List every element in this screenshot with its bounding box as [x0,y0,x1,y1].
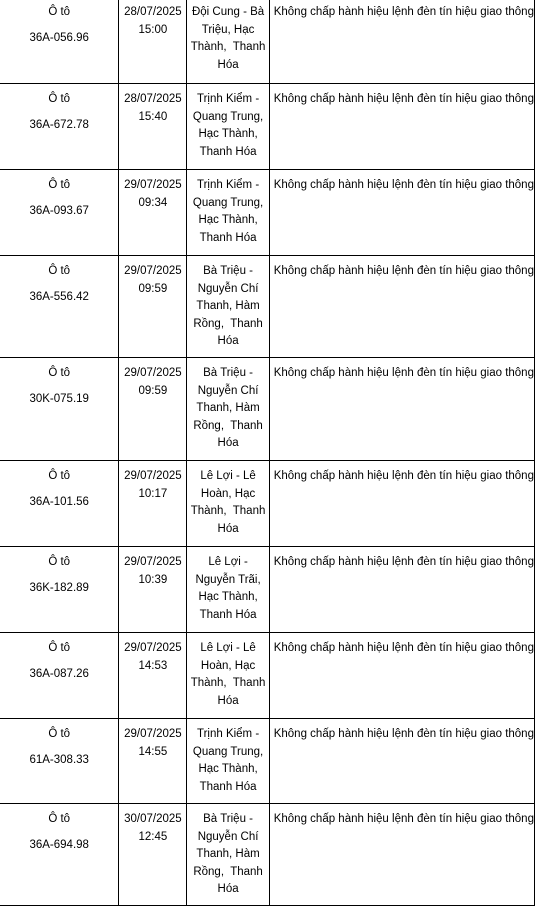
datetime-cell [119,461,187,547]
vehicle-type: Ô tô [48,179,71,191]
location-line: Hóa [217,58,239,71]
location-line: Quang Trung, [192,196,264,209]
violation-cell [269,256,534,358]
violation-time: 10:17 [138,487,168,500]
license-plate: 30K-075.19 [29,392,89,405]
location-cell [187,547,269,633]
location-line: Triệu, Hạc [201,23,255,36]
location-line: Quang Trung, [192,110,264,123]
datetime-cell [119,547,187,633]
location-line: Thanh Hóa [199,608,257,621]
violation-cell [269,0,534,84]
location-line: Thành, Thanh [190,677,266,689]
location-line: Thanh, Hàm [196,848,260,860]
location-line: Lê Lợi - Lê [200,470,256,482]
location-line: Hoàn, Hạc [200,487,256,500]
vehicle-cell [0,358,119,461]
vehicle-type: Ô tô [48,728,71,740]
datetime-cell [119,84,187,170]
violation-date: 29/07/2025 [124,179,182,191]
vehicle-cell [0,84,119,170]
location-line: Bà Triệu - [203,813,253,825]
table-row [0,256,535,358]
location-line: Hạc Thành, [198,214,258,226]
violation-time: 15:40 [138,110,168,123]
datetime-cell [119,358,187,461]
violation-cell [269,804,534,906]
license-plate: 36A-093.67 [29,204,89,217]
violation-time: 09:34 [138,196,168,209]
location-line: Nguyễn Trãi, [195,573,261,586]
location-line: Trịnh Kiểm - [196,179,260,191]
location-line: Lê Lợi - [208,556,248,568]
vehicle-type: Ô tô [48,470,71,482]
location-line: Hạc Thành, [198,591,258,603]
location-line: Hóa [217,883,239,895]
location-line: Rồng, Thanh [193,419,263,432]
table-row [0,461,535,547]
violation-date: 30/07/2025 [124,813,182,825]
vehicle-cell [0,804,119,906]
violation-time: 10:39 [138,573,168,586]
table-row [0,170,535,256]
violation-date: 28/07/2025 [124,93,182,105]
vehicle-type: Ô tô [48,813,71,825]
location-line: Nguyễn Chí [197,384,259,397]
location-cell [187,804,269,906]
violation-time: 09:59 [138,384,168,397]
violation-cell [269,358,534,461]
location-line: Đội Cung - Bà [191,6,265,18]
violation-cell [269,461,534,547]
vehicle-cell [0,633,119,719]
location-line: Thành, Thanh [190,41,266,53]
location-line: Hóa [217,437,239,449]
location-line: Nguyễn Chí [197,830,259,843]
violation-text: Không chấp hành hiệu lệnh đèn tín hiệu giao thông [273,642,534,654]
violation-time: 14:53 [138,659,168,672]
location-line: Thanh, Hàm [196,402,260,414]
datetime-cell [119,719,187,804]
location-line: Thanh Hóa [199,145,257,158]
violation-date: 29/07/2025 [124,470,182,482]
violation-time: 12:45 [138,830,168,843]
violation-date: 29/07/2025 [124,728,182,740]
location-line: Hoàn, Hạc [200,659,256,672]
location-cell [187,461,269,547]
license-plate: 36K-182.89 [29,581,89,594]
violation-cell [269,170,534,256]
violation-time: 15:00 [138,23,168,36]
violation-cell [269,633,534,719]
location-line: Thanh Hóa [199,780,257,793]
vehicle-type: Ô tô [48,367,71,379]
violation-date: 28/07/2025 [124,6,182,18]
violation-text: Không chấp hành hiệu lệnh đèn tín hiệu giao thông [273,179,534,191]
vehicle-type: Ô tô [48,6,71,18]
violation-time: 14:55 [138,745,168,758]
vehicle-cell [0,170,119,256]
datetime-cell [119,256,187,358]
location-line: Hóa [217,522,239,535]
datetime-cell [119,804,187,906]
location-line: Trịnh Kiểm - [196,93,260,105]
datetime-cell [119,170,187,256]
vehicle-cell [0,719,119,804]
violation-cell [269,719,534,804]
location-cell [187,719,269,804]
violation-date: 29/07/2025 [124,367,182,379]
datetime-cell [119,0,187,84]
violation-text: Không chấp hành hiệu lệnh đèn tín hiệu giao thông [273,813,534,825]
violation-date: 29/07/2025 [124,642,182,654]
location-line: Thanh Hóa [199,231,257,244]
license-plate: 61A-308.33 [29,753,89,766]
violation-text: Không chấp hành hiệu lệnh đèn tín hiệu giao thông [273,93,534,105]
location-cell [187,256,269,358]
table-row [0,547,535,633]
location-line: Quang Trung, [192,745,264,758]
location-line: Lê Lợi - Lê [200,642,256,654]
license-plate: 36A-056.96 [29,31,89,44]
table-row [0,633,535,719]
violation-text: Không chấp hành hiệu lệnh đèn tín hiệu giao thông [273,556,534,568]
location-line: Trịnh Kiểm - [196,728,260,740]
license-plate: 36A-556.42 [29,290,89,303]
location-line: Bà Triệu - [203,265,253,277]
vehicle-cell [0,547,119,633]
location-line: Hạc Thành, [198,763,258,775]
table-row [0,719,535,804]
table-row [0,358,535,461]
violation-date: 29/07/2025 [124,556,182,568]
vehicle-cell [0,461,119,547]
violation-date: 29/07/2025 [124,265,182,277]
location-cell [187,633,269,719]
license-plate: 36A-087.26 [29,667,89,680]
vehicle-type: Ô tô [48,93,71,105]
location-cell [187,358,269,461]
vehicle-type: Ô tô [48,642,71,654]
datetime-cell [119,633,187,719]
license-plate: 36A-694.98 [29,838,89,851]
violation-cell [269,547,534,633]
vehicle-type: Ô tô [48,556,71,568]
location-line: Hóa [217,335,239,347]
violation-time: 09:59 [138,282,168,295]
location-line: Bà Triệu - [203,367,253,379]
violation-text: Không chấp hành hiệu lệnh đèn tín hiệu giao thông [273,367,534,379]
vehicle-cell [0,256,119,358]
table-row [0,0,535,84]
location-line: Rồng, Thanh [193,865,263,878]
location-line: Thành, Thanh [190,505,266,517]
table-row [0,84,535,170]
violation-text: Không chấp hành hiệu lệnh đèn tín hiệu giao thông [273,470,534,482]
location-line: Hạc Thành, [198,128,258,140]
violation-text: Không chấp hành hiệu lệnh đèn tín hiệu giao thông [273,728,534,740]
location-cell [187,84,269,170]
location-line: Rồng, Thanh [193,317,263,330]
license-plate: 36A-101.56 [29,495,89,508]
location-line: Nguyễn Chí [197,282,259,295]
violation-text: Không chấp hành hiệu lệnh đèn tín hiệu giao thông [273,6,534,18]
location-cell [187,0,269,84]
location-line: Thanh, Hàm [196,300,260,312]
license-plate: 36A-672.78 [29,118,89,131]
violation-text: Không chấp hành hiệu lệnh đèn tín hiệu giao thông [273,265,534,277]
table-row [0,804,535,906]
vehicle-type: Ô tô [48,265,71,277]
location-cell [187,170,269,256]
location-line: Hóa [217,694,239,707]
vehicle-cell [0,0,119,84]
violation-cell [269,84,534,170]
